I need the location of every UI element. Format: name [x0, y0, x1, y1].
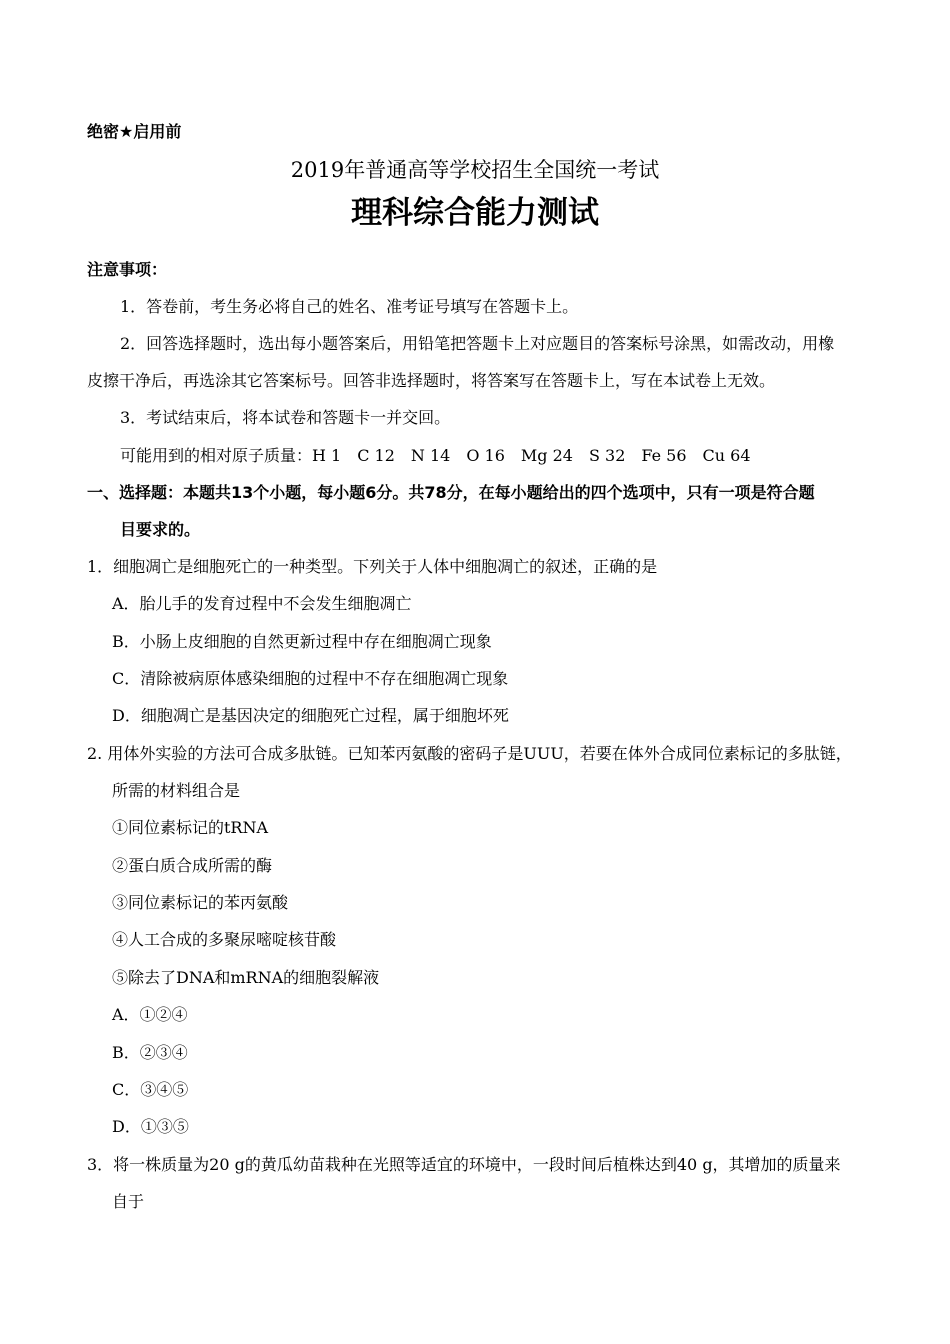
q2-stem-line1: 2. 用体外实验的方法可合成多肽链。已知苯丙氨酸的密码子是UUU，若要在体外合成同位素标记的多肽链， [87, 744, 852, 763]
section-heading-line2: 目要求的。 [120, 520, 201, 539]
q2-material-1: ①同位素标记的tRNA [112, 818, 269, 837]
q1-stem: 1．细胞凋亡是细胞死亡的一种类型。下列关于人体中细胞凋亡的叙述，正确的是 [87, 557, 658, 576]
q1-option-d: D．细胞凋亡是基因决定的细胞死亡过程，属于细胞坏死 [112, 706, 509, 725]
q2-option-d: D．①③⑤ [112, 1117, 189, 1136]
secret-label: 绝密★启用前 [87, 122, 182, 141]
notes-heading: 注意事项： [87, 260, 168, 279]
section-heading-line1: 一、选择题：本题共13个小题，每小题6分。共78分，在每小题给出的四个选项中，只有一项是符合题 [87, 483, 815, 502]
exam-title: 2019年普通高等学校招生全国统一考试 [290, 158, 660, 182]
paper-title: 理科综合能力测试 [351, 195, 599, 231]
q1-option-c: C．清除被病原体感染细胞的过程中不存在细胞凋亡现象 [112, 669, 509, 688]
q2-material-2: ②蛋白质合成所需的酶 [112, 856, 273, 875]
q2-stem-line2: 所需的材料组合是 [112, 781, 241, 800]
q2-option-b: B．②③④ [112, 1043, 188, 1062]
q1-option-b: B．小肠上皮细胞的自然更新过程中存在细胞凋亡现象 [112, 632, 492, 651]
q1-option-a: A．胎儿手的发育过程中不会发生细胞凋亡 [112, 594, 412, 613]
atomic-masses: 可能用到的相对原子质量：H 1 C 12 N 14 O 16 Mg 24 S 32 Fe 56 Cu 64 [120, 446, 751, 465]
q3-stem-line1: 3．将一株质量为20 g的黄瓜幼苗栽种在光照等适宜的环境中，一段时间后植株达到40 g，其增加的质量来 [87, 1155, 841, 1174]
note-item-2-line2: 皮擦干净后，再选涂其它答案标号。回答非选择题时，将答案写在答题卡上，写在本试卷上无效。 [87, 371, 776, 390]
q2-material-3: ③同位素标记的苯丙氨酸 [112, 893, 289, 912]
note-item-1: 1．答卷前，考生务必将自己的姓名、准考证号填写在答题卡上。 [120, 297, 579, 316]
q2-option-c: C．③④⑤ [112, 1080, 189, 1099]
q2-material-5: ⑤除去了DNA和mRNA的细胞裂解液 [112, 968, 380, 987]
q3-stem-line2: 自于 [112, 1192, 145, 1211]
note-item-3: 3．考试结束后，将本试卷和答题卡一并交回。 [120, 408, 451, 427]
q2-material-4: ④人工合成的多聚尿嘧啶核苷酸 [112, 930, 337, 949]
note-item-2-line1: 2．回答选择题时，选出每小题答案后，用铅笔把答题卡上对应题目的答案标号涂黑，如需改动，用橡 [120, 334, 835, 353]
q2-option-a: A．①②④ [112, 1005, 188, 1024]
